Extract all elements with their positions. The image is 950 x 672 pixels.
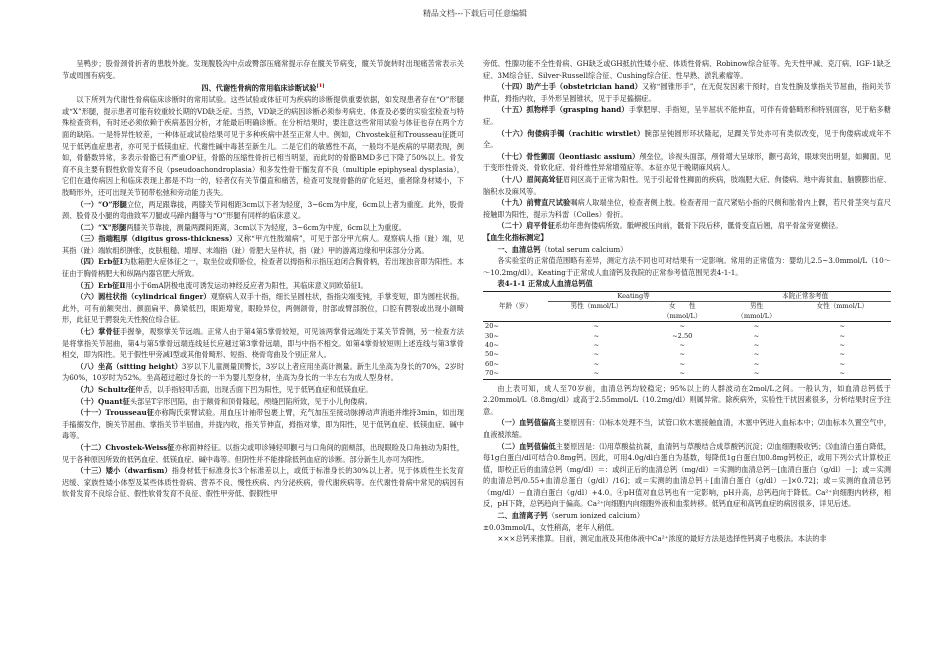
table-header-female2: 女性（mmol/L） <box>816 302 869 311</box>
paragraph <box>62 291 464 326</box>
item-title: （十三）矮小（dwarfism） <box>76 466 172 476</box>
table-cell: ~ <box>679 322 685 331</box>
table-group-keating: Keating等 <box>548 291 720 301</box>
table-cell: 40~ <box>485 340 499 349</box>
table-cell: ~ <box>679 350 685 359</box>
paragraph-text: （total serum calcium） <box>540 244 628 254</box>
paragraph <box>62 396 464 408</box>
table-row <box>483 322 891 332</box>
paragraph-text: 头部呈T字形凹陷，由于额骨和顶骨隆起，颅缝凹陷所致，见于小儿佝偻病。 <box>129 396 372 406</box>
table-cell: 70~ <box>483 369 548 379</box>
table-row <box>483 341 891 350</box>
paragraph <box>62 256 464 279</box>
table-cell: ~ <box>593 331 600 340</box>
paragraph-text: 以下所列为代谢性骨病临床诊断时的常用试验。这些试验或体征可为疾病的诊断提供重要依据，如发现患者存在“O”形腿或“X”形腿，提示患者可能有较重较长期的VD缺乏症。当然，VD缺乏的病因诊断必须参考病史、体查及必要的实验室检查与特殊检查资料，有时还必须依赖于疾病基因分析，才能最后明确诊断。在分析结果时，要注意这些常用试验与体征也存在两个方面的缺陷。一是特异性较差，一种体征或试验结果可见于多种疾病中甚至正常人中。例如，Chvostek征和Trousseau征既可见于低钙血症患者，亦可见于低镁血症、代谢性碱中毒甚至新生儿。二是它们的敏感性不高，一般均不是疾病的早期表现，例如，骨骼数异常，多表示骨骼已有严重OP征，骨骼的压缩性骨折已相当明显，而此时的骨骼BMD多已下降了50%以上。骨发育不良主要有假性软骨发育不良（pseudoachondroplasia）和多发性骨干骺发育不良（multiple epiphyseal dysplasia），它们在遗传病因上和临床表现上都是不均一的，轻者仅有关节僵直和痛苦，检查可发现骨骼的矿化延迟，重者除身材矮小，下肢畸形外，还可出现关节韧带松弛和旁动能力丧失。 <box>62 95 464 197</box>
table-cell: ~ <box>753 340 760 349</box>
table-header-female: 女 性 <box>669 302 696 311</box>
table-cell: 30~ <box>485 331 499 340</box>
item-title: （二）“X”形腿 <box>76 222 127 232</box>
paragraph-text: 主要原因有：⑴标本处理不当，试管口软木塞接触血清，木塞中钙进入血标本中；⑵血标本久置空气中，血液被浓缩。 <box>483 418 891 439</box>
paragraph-text: 【血生化指标测定】 <box>483 232 548 242</box>
table-header-male: 男性（mmol/L） <box>570 302 623 311</box>
table-cell: ~ <box>593 359 600 368</box>
right-column <box>483 58 891 545</box>
table-cell: ~ <box>753 331 760 340</box>
item-title: （七）掌骨征 <box>76 327 121 337</box>
table-cell: ~ <box>593 350 600 359</box>
paragraph-text: 立位，两足跟靠拢，两膝关节间相距3cm以下者为轻度，3~6cm为中度，6cm以上者为重度。此外，股骨颈、股骨及小腿的弯曲致军刀腿或马蹄内翻等与“O”形腿有同样的临床意义。 <box>62 199 465 221</box>
paragraph-text: 指身材低于标准身长3个标准差以上，或低于标准身长的30%以上者。见于体质性生长发育迟缓、家族性矮小体型及某些体质性骨病、营养不良、慢性疾病、内分泌疾病，骨代谢疾病等。在代谢性骨病中常见的病因有软骨发育不良综合征、假性软骨发育不良征、假性甲旁低、假假性甲 <box>62 466 464 499</box>
paragraph-text: 嘱病人取端坐位，检查者侧上肢。检查者用一直尺紧贴小指的尺侧和肱骨内上髁，若尺骨茎突与直尺接触即为阳性，提示为科雷（Colles）骨折。 <box>483 198 891 219</box>
paragraph <box>62 442 464 465</box>
section-heading <box>62 81 464 94</box>
item-title: （十四）助产士手（obstetrician hand） <box>497 82 643 92</box>
calcium-table <box>483 291 891 380</box>
item-title: （九）Schultz征 <box>76 385 136 395</box>
paragraph-text: （serum ionized calcium） <box>547 511 645 521</box>
paragraph <box>62 280 464 292</box>
paragraph <box>483 104 891 127</box>
table-group-hospital: 本院正常参考值 <box>719 291 891 301</box>
item-title: （三）指端粗厚（digitus gross-thickness） <box>76 234 237 244</box>
paragraph-text: 亦称陶氏束臂试验。用血压计袖带包裹上臂，充气加压至接动脉搏动声消逝并维持3min，如出现手搐搦发作，腕关节屈曲、掌指关节半屈曲，并拢内收，指关节伸直，拇指对掌，即为阳性，见于低钙血症、低镁血症、碱中毒等。 <box>62 408 464 441</box>
item-title: 二、血清离子钙 <box>497 511 548 521</box>
table-cell: 50~ <box>485 350 499 359</box>
paragraph <box>483 533 891 545</box>
paragraph-text: 由上表可知，成人至70岁前，血清总钙均较稳定；95%以上的人群波动在2mol/L之间。一般认为，如血清总钙低于2.20mmol/L（8.8mg/dl）或高于2.55mmol/L（10.2mg/dl）则属异常。除疾病外，实验性干扰因素很多，分析结果时应予注意。 <box>483 383 891 416</box>
section-heading <box>483 232 891 244</box>
table-cell: ~ <box>753 322 760 331</box>
paragraph-text: ±0.03mmol/L，女性稍高，老年人稍低。 <box>483 522 619 532</box>
table-cell: ~2.50 <box>672 331 693 340</box>
table-cell: ~ <box>839 340 846 349</box>
table-row <box>483 332 891 341</box>
paragraph <box>62 326 464 361</box>
paragraph-text: 四、代谢性骨病的常用临床诊断试验 <box>201 83 317 93</box>
item-title: 一、血清总钙 <box>497 244 541 254</box>
table-cell: ~ <box>593 340 600 349</box>
table-header-male2: 男性 <box>749 302 764 311</box>
paragraph-text: 用小于6mA阴极电流可诱发运动神经反应者为阳性，其临床意义同欧茹征Ⅰ。 <box>125 280 368 290</box>
paragraph <box>483 244 891 256</box>
paragraph <box>483 81 891 104</box>
paragraph <box>483 197 891 220</box>
item-title: （十）Quant征 <box>76 396 130 406</box>
paragraph-text: 表4-1-1 正常成人血清总钙值 <box>497 279 593 289</box>
table-cell: ~ <box>679 359 685 368</box>
paragraph <box>483 510 891 522</box>
item-title: （八）坐高（sitting height） <box>76 361 182 371</box>
paragraph <box>483 383 891 418</box>
table-spacer <box>483 312 548 322</box>
paragraph <box>483 128 891 151</box>
paragraph <box>483 151 891 174</box>
paragraph <box>483 522 891 534</box>
paragraph-text: 两膝关节靠拢，测量两踝间距离，3cm以下为轻度，3~6cm为中度，6cm以上为重度。 <box>126 222 406 232</box>
paragraph-text: 手握拳，观察掌关节远端。正常人由于第4第5掌骨较短，可见该两掌骨远端处于某关节背侧，另一检查方法是将掌指关节屈曲，第4与第5掌骨远端连线延长应越过第3掌骨远端，即与中指不相交。如第4掌骨较短则上述连线与第3掌骨相交，即为阳性。见于假性甲旁减Ⅰ型或其他骨畸形、短指、桡骨弯曲及个别正常人。 <box>62 327 464 360</box>
item-title: （十六）佝偻病手镯（rachitic wirstlet） <box>497 128 645 138</box>
paragraph-text: 伸舌，以手指轻叩舌面，出现舌面下凹为阳性，见于低钙血症和低镁血症。 <box>135 385 373 395</box>
paragraph <box>62 384 464 396</box>
paragraph <box>62 407 464 442</box>
paragraph-text: 观察病人双手十指，细长呈圆柱状，指指尖端变钝，手掌变短，即为圆柱状指。此外，可有前额突出、颜面扁平、鼻梁低凹，眼距增宽，眼睑异位，两侧颌骨，肘部或臂部脱位，口腔有腭裂或出现小颌畸形，此征见于腭裂先天性脱位综合征。 <box>62 292 464 325</box>
item-title: （十七）骨性狮面（leontiasic assium） <box>497 151 640 161</box>
item-title: （十一）Trousseau征 <box>76 408 155 418</box>
paragraph <box>483 441 891 511</box>
paragraph <box>62 94 464 198</box>
table-cell: ~ <box>839 359 846 368</box>
paragraph-text: 亦称面神经征。以指尖或叩诊锤轻叩颧弓与口角间的面颊部，出现眼睑及口角抽动为阳性，见于各种原因所致的低钙血症、低镁血症、碱中毒等。但阴性并不能排除低钙血症的诊断。部分新生儿亦可为阳性。 <box>62 442 465 464</box>
table-row <box>483 369 891 379</box>
table-row <box>483 350 891 359</box>
paragraph-text: 颅垒位，诊视头面部，颅骨增大呈球形，颧弓高耸，眼球突出明显，如狮面。见于变形性骨炎、骨软化症、骨纤维性异常增殖症等。本征亦见于晚期麻风病人。 <box>483 151 891 173</box>
paragraph-text: 眉间区高于正常为阳性。见于引起骨性狮面的疾病，肢端肥大症、佝偻病、地中海贫血、脑膜膨出症、脑积水及麻风等。 <box>483 174 891 196</box>
paragraph-text: 各实验室的正常值范围略有差异，测定方法不同也可对结果有一定影响。常用的正常值为：婴幼儿2.5~3.0mmol/L（10～～10.2mg/dl）。Keating于正常成人血清钙及我院的正常参考值范围见表4-1-1。 <box>483 256 891 277</box>
paragraph-text: 腕部呈钝圆形环状隆起，足踝关节处亦可有类似改变，见于佝偻病或成年不全。 <box>483 128 891 150</box>
paragraph-text: ×××总钙来推算。目前，测定血液及其他体液中Ca²⁺浓度的最好方法是选择性钙离子电极法。本法的非 <box>497 534 827 544</box>
page-header: 精品文档---下载后可任意编辑 <box>422 9 528 18</box>
table-cell: ~ <box>753 350 760 359</box>
item-title: （一）“O”形腿 <box>76 199 127 209</box>
item-title: （十五）抓物样手（grasping hand） <box>497 105 629 115</box>
paragraph <box>483 220 891 232</box>
paragraph-text: 为肱箱肥大症体征之一，取坐位或仰卧位，检查者以拇指和示指压迫闭合胸骨柄，若出现浊音即为阳性。本征由于胸骨柄肥大和纵隔内器官肥大所致。 <box>62 257 464 279</box>
table-cell: ~ <box>839 322 846 331</box>
item-title: （四）Erb征Ⅰ <box>76 257 124 267</box>
item-title: （六）圆柱状指（cylindrical finger） <box>76 292 211 302</box>
item-title: （十九）前臂直尺试验 <box>497 198 571 208</box>
table-cell: ~ <box>839 350 846 359</box>
paragraph-text: 又称“圆锥形手”，在无促发因素干预时，自发性腕及掌指关节屈曲，指间关节伸直，拇指内收，手外形呈圆锥状，见于手足搐搦症。 <box>483 82 891 103</box>
table-spacer <box>794 312 891 322</box>
table-cell: ~ <box>679 340 685 349</box>
paragraph <box>483 417 891 440</box>
paragraph <box>62 465 464 500</box>
item-title: （一）血钙值偏高 <box>497 418 556 428</box>
paragraph <box>62 58 464 81</box>
citation-ref: [1] <box>316 83 325 90</box>
paragraph-text: 呈鸭步；股骨颈骨折者的患肢外旋。发现腹股沟中点或臀部压痛常提示存在髋关节病变，髋关节旋转时出现痛苦常表示关节或周围有病变。 <box>62 59 464 80</box>
table-cell: 60~ <box>485 359 499 368</box>
paragraph-text: 又称“甲亢性肢端病”，可见于部分甲亢病人。观察病人指（趾）端，见其指（趾）端软组织肿胀，皮肤粗糙、增厚、末端指（趾）骨肥大呈杵状，指（趾）甲的游离边缘和甲床部分分离。 <box>62 234 464 255</box>
paragraph <box>483 255 891 278</box>
table-cell: ~ <box>548 369 645 379</box>
table-row <box>483 360 891 369</box>
paragraph <box>483 174 891 197</box>
table-cell: ~ <box>839 331 846 340</box>
paragraph-text: 手掌肥厚、手指短，呈半屈状不能伸直，可伴有骨骼畸形和特别面容，见于粘多糖症。 <box>483 105 891 126</box>
table-cell: 20~ <box>485 322 499 331</box>
item-title: （十二）Chvostek-Weiss征 <box>76 442 175 452</box>
table-cell: ~ <box>794 369 891 379</box>
table-header-age: 年龄（岁） <box>498 302 532 311</box>
item-title: （五）Erb征Ⅱ <box>76 280 126 290</box>
paragraph-text: 主要原因是：⑴用草酸盐抗凝，血清钙与草酸结合成草酸钙沉淀；⑵血细胞吸收钙；⑶血清白蛋白降低，每1g白蛋白/dl可结合0.8mg钙。因此，可用4.0g/dl白蛋白为基数，每降低1g白蛋白加0.8mg钙校正，或用下列公式计算校正值，即校正后的血清总钙（mg/dl）＝：或纠正后的血清总钙（mg/dl）＝实测的血清总钙－[血清白蛋白（g/dl）－]；或＝实测的血清总钙/0.55+血清总蛋白（g/dl）/16]；或＝实测的血清总钙＋[血清白蛋白（g/dl）－]×0.72]；或＝实测的血清总钙（mg/dl）－血清白蛋白（g/dl）+4.0。④pH值对血总钙也有一定影响，pH升高，总钙趋向于降低。Ca²⁺向细胞内转移，相反，pH下降，总钙趋向于偏高。Ca²⁺向细胞内向细胞外液和血浆转移。低钙血症和高钙血症的病因很多，详见后述。 <box>483 441 891 509</box>
paragraph <box>62 199 464 222</box>
table-spacer <box>548 312 645 322</box>
table-cell: ~ <box>719 369 793 379</box>
paragraph-text: 旁低、性腺功能不全性骨病、GH缺乏或GH抵抗性矮小症、体质性骨病、Robinow综合征等。先天性甲减、克汀病、IGF-1缺乏症、3M综合征、Silver-Russell综合征、Cushing综合征、性早熟、淤乳素瘤等。 <box>483 59 891 80</box>
paragraph-text: 3岁以下儿童测量顶臀长，3岁以上者应用坐高计测量。新生儿坐高为身长的70%，2岁时为60%，10岁时为52%。坐高超过超过身长的一半为婴儿型身材，坐高为身长的一半左右为成人型身材。 <box>62 361 464 383</box>
table-header-female-unit: （mmol/L） <box>645 312 719 322</box>
table-cell: ~ <box>593 322 600 331</box>
table-spacer <box>483 291 548 301</box>
paragraph-text: 系幼年患佝偻病所致。骶岬被压向前，骶骨下段后移，骶骨变直后翘，肩平骨盆旁宽横径。 <box>554 221 843 231</box>
table-header-male2-unit: （mmol/L） <box>719 312 793 322</box>
table-caption <box>483 278 891 290</box>
item-title: （二十）肩平骨征 <box>497 221 555 231</box>
paragraph <box>483 58 891 81</box>
item-title: （十八）眉间高耸征 <box>497 174 564 184</box>
paragraph <box>62 222 464 234</box>
paragraph <box>62 233 464 256</box>
table-cell: ~ <box>645 369 719 379</box>
item-title: （二）血钙值偏低 <box>497 441 556 451</box>
left-column <box>62 58 464 500</box>
table-cell: ~ <box>753 359 760 368</box>
paragraph <box>62 361 464 384</box>
